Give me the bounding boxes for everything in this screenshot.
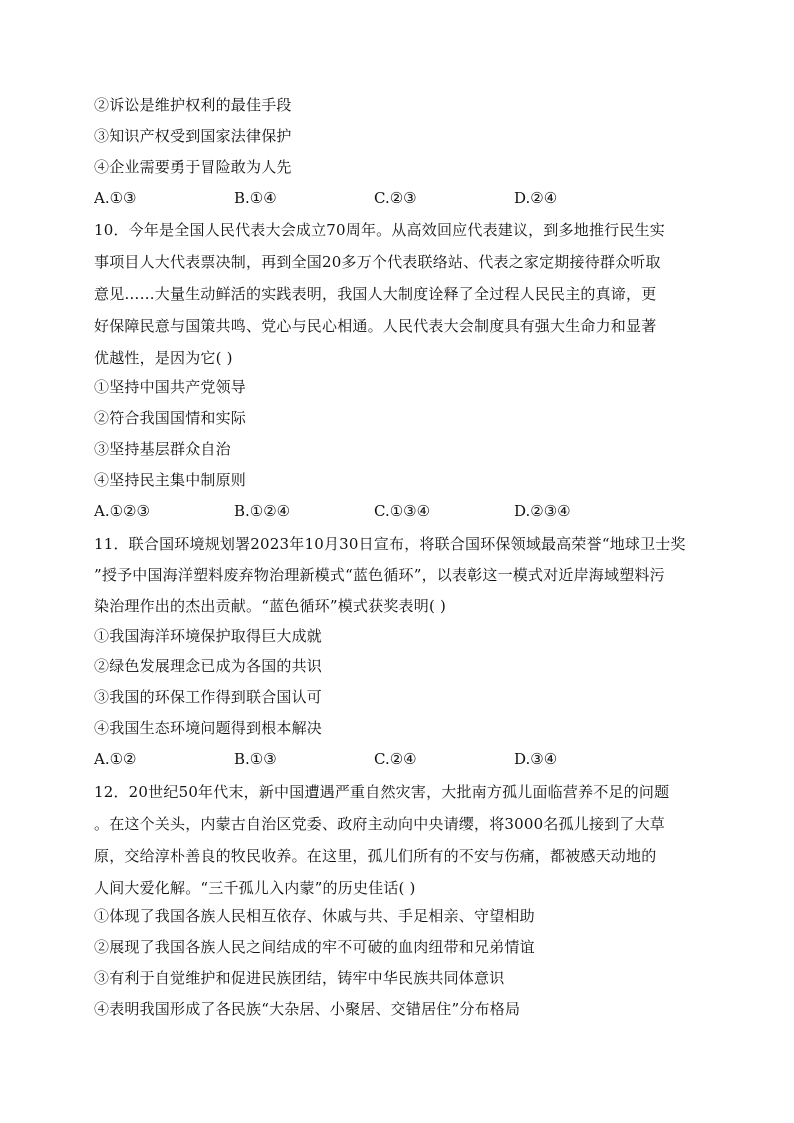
q11-option-a: A.①②	[94, 750, 137, 768]
q11-statement-2: ②绿色发展理念已成为各国的共识	[94, 657, 323, 675]
q12-stem-line-1: 12．20世纪50年代末，新中国遭遇严重自然灾害，大批南方孤儿面临营养不足的问题	[94, 783, 670, 801]
q11-option-c: C.②④	[374, 750, 417, 768]
q10-statement-4: ④坚持民主集中制原则	[94, 471, 247, 489]
q12-statement-2: ②展现了我国各族人民之间结成的牢不可破的血肉纽带和兄弟情谊	[94, 938, 535, 956]
q9-statement-2: ②诉讼是维护权利的最佳手段	[94, 96, 292, 114]
q10-stem-line-1: 10．今年是全国人民代表大会成立70周年。从高效回应代表建议，到多地推行民生实	[94, 221, 665, 239]
q12-stem-line-3: 原，交给淳朴善良的牧民收养。在这里，孤儿们所有的不安与伤痛，都被感天动地的	[94, 847, 657, 865]
q11-option-b: B.①③	[234, 750, 277, 768]
q11-statement-3: ③我国的环保工作得到联合国认可	[94, 688, 323, 706]
q12-statement-1: ①体现了我国各族人民相互依存、休戚与共、手足相亲、守望相助	[94, 907, 535, 925]
q9-option-a: A.①③	[94, 189, 137, 207]
q10-option-d: D.②③④	[514, 502, 571, 520]
q9-statement-4: ④企业需要勇于冒险敢为人先	[94, 158, 292, 176]
q11-stem-line-3: 染治理作出的杰出贡献。“蓝色循环”模式获奖表明( )	[94, 597, 447, 615]
q10-option-c: C.①③④	[374, 502, 431, 520]
q10-option-a: A.①②③	[94, 502, 150, 520]
q10-stem-line-5: 优越性，是因为它( )	[94, 349, 233, 367]
q11-option-d: D.③④	[514, 750, 558, 768]
q11-stem-line-1: 11．联合国环境规划署2023年10月30日宣布，将联合国环保领域最高荣誉“地球卫士奖	[94, 535, 686, 553]
q10-statement-2: ②符合我国国情和实际	[94, 409, 247, 427]
q11-statement-4: ④我国生态环境问题得到根本解决	[94, 719, 323, 737]
q10-stem-line-4: 好保障民意与国策共鸣、党心与民心相通。人民代表大会制度具有强大生命力和显著	[94, 317, 657, 335]
q10-stem-line-3: 意见……大量生动鲜活的实践表明，我国人大制度诠释了全过程人民民主的真谛，更	[94, 285, 657, 303]
q10-stem-line-2: 事项目人大代表票决制，再到全国20多万个代表联络站、代表之家定期接待群众听取	[94, 253, 661, 271]
q9-statement-3: ③知识产权受到国家法律保护	[94, 127, 292, 145]
q10-statement-3: ③坚持基层群众自治	[94, 440, 231, 458]
q12-stem-line-4: 人间大爱化解。“三千孤儿入内蒙”的历史佳话( )	[94, 879, 416, 897]
q12-stem-line-2: 。在这个关头，内蒙古自治区党委、政府主动向中央请缨，将3000名孤儿接到了大草	[94, 815, 665, 833]
q12-statement-3: ③有利于自觉维护和促进民族团结，铸牢中华民族共同体意识	[94, 969, 505, 987]
q11-stem-line-2: ”授予中国海洋塑料废弃物治理新模式“蓝色循环”，以表彰这一模式对近岸海域塑料污	[94, 566, 665, 584]
q9-option-d: D.②④	[514, 189, 558, 207]
q12-statement-4: ④表明我国形成了各民族“大杂居、小聚居、交错居住”分布格局	[94, 1000, 521, 1018]
q10-option-b: B.①②④	[234, 502, 291, 520]
q11-statement-1: ①我国海洋环境保护取得巨大成就	[94, 627, 323, 645]
q9-option-c: C.②③	[374, 189, 417, 207]
q10-statement-1: ①坚持中国共产党领导	[94, 378, 247, 396]
q9-option-b: B.①④	[234, 189, 277, 207]
